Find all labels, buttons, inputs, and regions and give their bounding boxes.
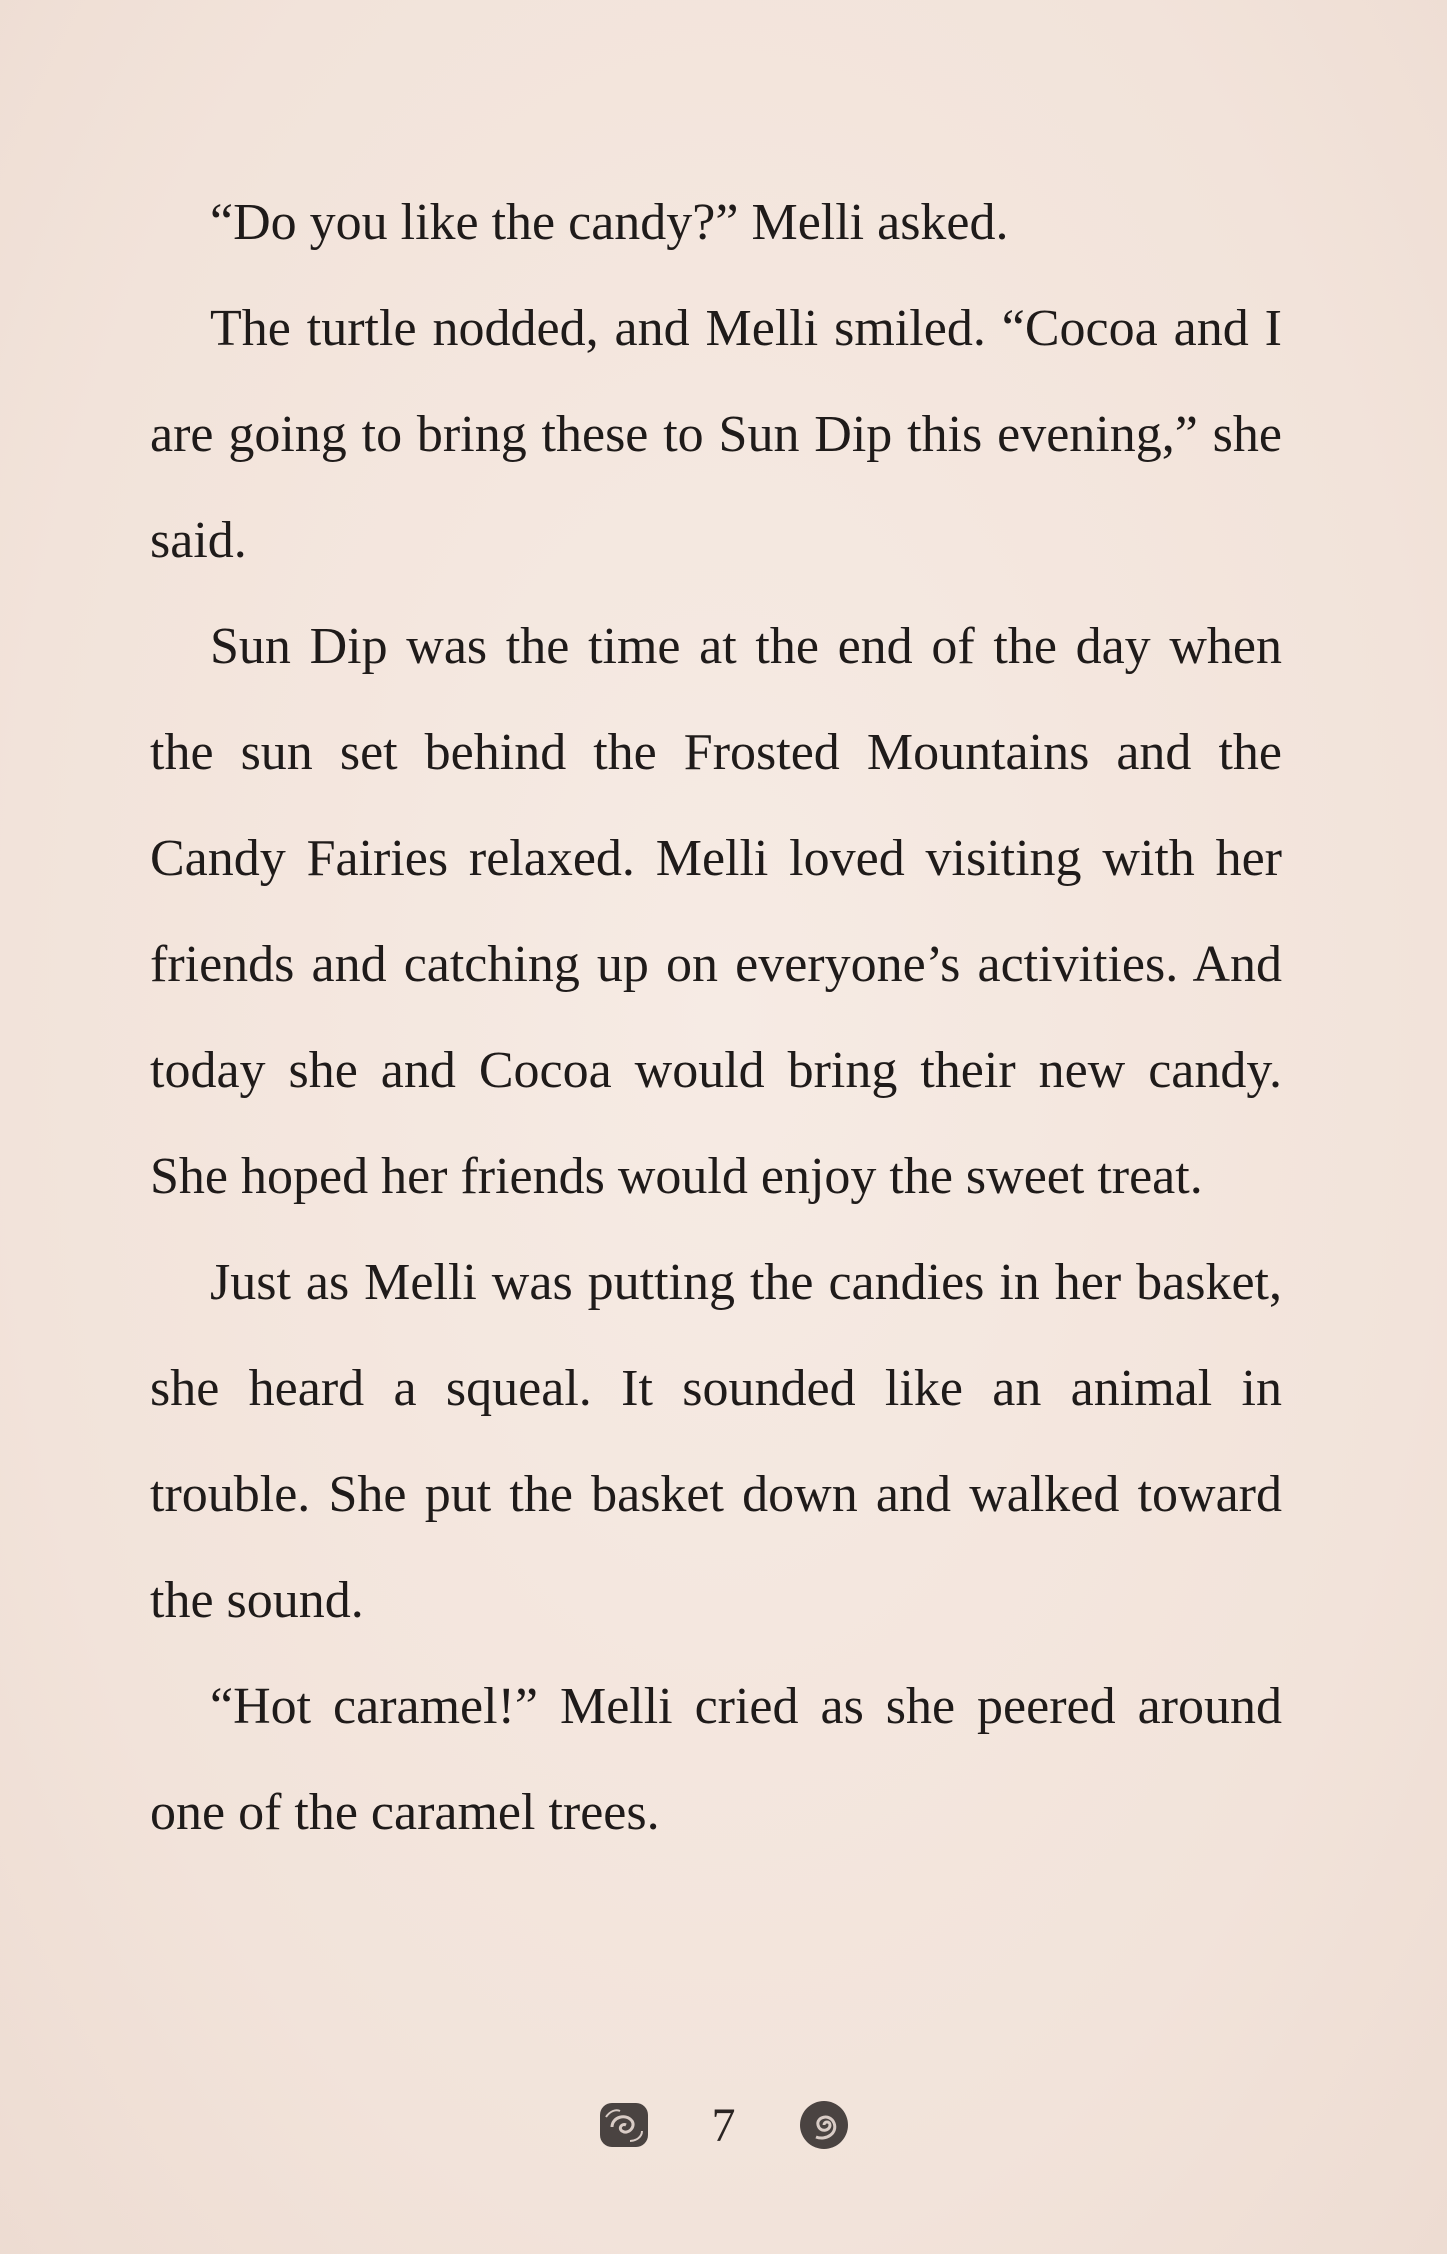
page-footer bbox=[0, 2080, 1447, 2170]
page-body-text bbox=[150, 170, 1282, 1866]
paragraph-1: “Do you like the candy?” Melli asked. bbox=[210, 194, 1009, 251]
paragraph-2: The turtle nodded, and Melli smiled. “Cocoa and I are going to bring these to Sun Dip this evening,” she said. bbox=[150, 300, 1282, 569]
paragraph-4: Just as Melli was putting the candies in her basket, she heard a squeal. It sounded like an animal in trouble. She put the basket down and walked toward the sound. bbox=[150, 1254, 1282, 1629]
paragraph-3: Sun Dip was the time at the end of the day when the sun set behind the Frosted Mountains and the Candy Fairies relaxed. Melli loved visiting with her friends and catching up on everyone’s activities. And today she and Cocoa would bring their new candy. She hoped her friends would enjoy the sweet treat. bbox=[150, 618, 1282, 1205]
spiral-candy-icon bbox=[796, 2097, 852, 2153]
paragraph-5: “Hot caramel!” Melli cried as she peered around one of the caramel trees. bbox=[150, 1678, 1282, 1841]
swirl-candy-icon bbox=[596, 2097, 652, 2153]
page-number: 7 bbox=[711, 2098, 736, 2152]
